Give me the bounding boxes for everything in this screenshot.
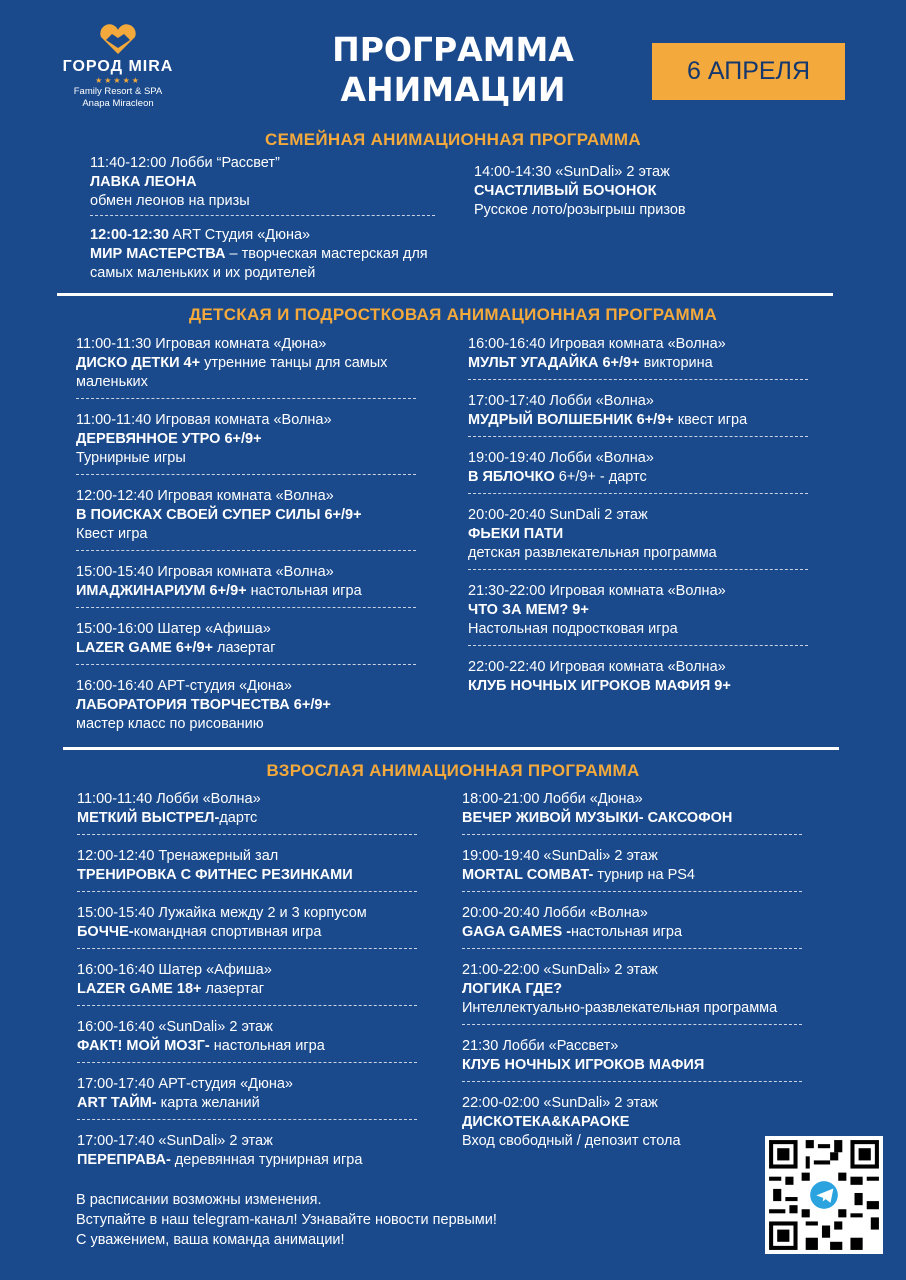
event-description-inline: дартс: [219, 810, 258, 826]
event-time: 21:00-22:00 «SunDali» 2 этаж: [462, 962, 658, 978]
dashed-divider: [468, 436, 808, 437]
list-item: [77, 847, 417, 885]
dashed-divider: [468, 645, 808, 646]
event-description: мастер класс по рисованию: [76, 716, 264, 732]
event-time: 12:00-12:40 Тренажерный зал: [77, 848, 279, 864]
list-item: [468, 658, 808, 696]
list-item: [76, 335, 416, 392]
event-name: ЛАБОРАТОРИЯ ТВОРЧЕСТВА 6+/9+: [76, 697, 331, 713]
list-item: [76, 563, 416, 601]
qr-code-icon: [765, 1136, 883, 1254]
list-item: [76, 487, 416, 544]
event-name: МЕТКИЙ ВЫСТРЕЛ-: [77, 810, 220, 826]
heart-logo-icon: [98, 24, 138, 56]
event-name: ФЬЕКИ ПАТИ: [468, 526, 564, 542]
event-description-inline: настольная игра: [571, 924, 683, 940]
dashed-divider: [90, 215, 435, 216]
list-item: [77, 961, 417, 999]
event-time: 17:00-17:40 «SunDali» 2 этаж: [77, 1133, 273, 1149]
list-item: [76, 620, 416, 658]
event-description-inline: утренние танцы для самых маленьких: [76, 355, 388, 390]
event-description-inline: настольная игра: [209, 1038, 325, 1054]
dashed-divider: [76, 664, 416, 665]
event-time: 15:00-16:00 Шатер «Афиша»: [76, 621, 271, 637]
event-name: КЛУБ НОЧНЫХ ИГРОКОВ МАФИЯ 9+: [468, 678, 731, 694]
family-section-title: СЕМЕЙНАЯ АНИМАЦИОННАЯ ПРОГРАММА: [265, 130, 641, 149]
event-description-inline: лазертаг: [201, 981, 265, 997]
event-name: КЛУБ НОЧНЫХ ИГРОКОВ МАФИЯ: [462, 1057, 705, 1073]
event-name: МУДРЫЙ ВОЛШЕБНИК 6+/9+: [468, 412, 674, 428]
list-item: [468, 506, 808, 563]
resort-logo: [50, 24, 186, 110]
dashed-divider: [76, 398, 416, 399]
event-time: 11:00-11:40 Лобби «Волна»: [77, 791, 261, 807]
kids-right-column: [468, 335, 808, 696]
event-time: 16:00-16:40 Шатер «Афиша»: [77, 962, 272, 978]
list-item: [474, 163, 804, 220]
footer-note: [76, 1190, 497, 1250]
event-time: 17:00-17:40 АРТ-студия «Дюна»: [77, 1076, 293, 1092]
dashed-divider: [77, 834, 417, 835]
event-name: ДИСКОТЕКА&КАРАОКЕ: [462, 1114, 630, 1130]
event-name: LAZER GAME 18+: [77, 981, 202, 997]
adult-left-column: [77, 790, 417, 1170]
list-item: [462, 847, 802, 885]
logo-stars: ★★★★★: [95, 76, 141, 85]
event-name: ЛОГИКА ГДЕ?: [462, 981, 563, 997]
event-description-inline: квест игра: [673, 412, 748, 428]
footer-line-2: Вступайте в наш telegram-канал! Узнавайте новости первыми!: [76, 1212, 497, 1228]
event-description-inline: карта желаний: [156, 1095, 260, 1111]
page-title: [300, 30, 606, 110]
event-name: В ЯБЛОЧКО: [468, 469, 555, 485]
telegram-qr-code[interactable]: [765, 1136, 883, 1254]
dashed-divider: [77, 1062, 417, 1063]
kids-section-title: ДЕТСКАЯ И ПОДРОСТКОВАЯ АНИМАЦИОННАЯ ПРОГРАММА: [188, 305, 718, 324]
event-name: ПЕРЕПРАВА-: [77, 1152, 171, 1168]
event-description-inline: деревянная турнирная игра: [170, 1152, 363, 1168]
list-item: [77, 904, 417, 942]
event-name: GAGA GAMES -: [462, 924, 572, 940]
family-left-column: [90, 154, 435, 283]
list-item: [77, 1018, 417, 1056]
event-time-bold: 12:00-12:30: [90, 227, 169, 243]
list-item: [462, 1037, 802, 1075]
list-item: [468, 582, 808, 639]
dashed-divider: [76, 474, 416, 475]
title-line-1: ПРОГРАММА: [332, 30, 574, 69]
event-time: 22:00-02:00 «SunDali» 2 этаж: [462, 1095, 658, 1111]
event-time: 15:00-15:40 Лужайка между 2 и 3 корпусом: [77, 905, 367, 921]
event-name: ВЕЧЕР ЖИВОЙ МУЗЫКИ- САКСОФОН: [462, 810, 733, 826]
event-time: 22:00-22:40 Игровая комната «Волна»: [468, 659, 726, 675]
list-item: [77, 1132, 417, 1170]
dashed-divider: [76, 607, 416, 608]
list-item: [76, 677, 416, 734]
event-name: ФАКТ! МОЙ МОЗГ-: [77, 1038, 210, 1054]
section-divider: [57, 293, 833, 296]
event-description-inline: турнир на PS4: [593, 867, 695, 883]
event-name: ТРЕНИРОВКА С ФИТНЕС РЕЗИНКАМИ: [77, 867, 353, 883]
event-time: 15:00-15:40 Игровая комната «Волна»: [76, 564, 334, 580]
event-name: В ПОИСКАХ СВОЕЙ СУПЕР СИЛЫ 6+/9+: [76, 507, 362, 523]
logo-brand: ГОРОД MIRA: [62, 58, 174, 75]
event-name: ART ТАЙМ-: [77, 1095, 157, 1111]
event-description: Турнирные игры: [76, 450, 186, 466]
event-time: 11:00-11:30 Игровая комната «Дюна»: [76, 336, 327, 352]
kids-left-column: [76, 335, 416, 734]
event-time: 21:30-22:00 Игровая комната «Волна»: [468, 583, 726, 599]
dashed-divider: [462, 1081, 802, 1082]
event-name: ДЕРЕВЯННОЕ УТРО 6+/9+: [76, 431, 262, 447]
event-description: – творческая мастерская для самых маленьких и их родителей: [90, 246, 428, 281]
dashed-divider: [76, 550, 416, 551]
section-divider: [63, 747, 839, 750]
event-name: МУЛЬТ УГАДАЙКА 6+/9+: [468, 355, 640, 371]
event-description-inline: настольная игра: [246, 583, 362, 599]
event-name: ЛАВКА ЛЕОНА: [90, 174, 197, 190]
dashed-divider: [462, 1024, 802, 1025]
list-item: [462, 790, 802, 828]
event-time: 18:00-21:00 Лобби «Дюна»: [462, 791, 643, 807]
event-time: 20:00-20:40 Лобби «Волна»: [462, 905, 648, 921]
event-name: СЧАСТЛИВЫЙ БОЧОНОК: [474, 183, 657, 199]
list-item: [76, 411, 416, 468]
event-description: Настольная подростковая игра: [468, 621, 678, 637]
event-time: 17:00-17:40 Лобби «Волна»: [468, 393, 654, 409]
dashed-divider: [462, 834, 802, 835]
event-description-inline: викторина: [639, 355, 713, 371]
dashed-divider: [468, 569, 808, 570]
list-item: [462, 1094, 802, 1151]
footer-line-1: В расписании возможны изменения.: [76, 1192, 322, 1208]
event-description: Вход свободный / депозит стола: [462, 1133, 681, 1149]
event-time: 12:00-12:40 Игровая комната «Волна»: [76, 488, 334, 504]
event-time: 19:00-19:40 «SunDali» 2 этаж: [462, 848, 658, 864]
dashed-divider: [77, 948, 417, 949]
event-description-inline: лазертаг: [212, 640, 276, 656]
adult-section-title: ВЗРОСЛАЯ АНИМАЦИОННАЯ ПРОГРАММА: [266, 761, 640, 780]
event-name: LAZER GAME 6+/9+: [76, 640, 213, 656]
dashed-divider: [462, 948, 802, 949]
event-description: детская развлекательная программа: [468, 545, 717, 561]
event-time: 11:40-12:00 Лобби “Рассвет”: [90, 155, 280, 171]
date-badge: 6 АПРЕЛЯ: [652, 43, 845, 100]
dashed-divider: [462, 891, 802, 892]
adult-right-column: [462, 790, 802, 1151]
dashed-divider: [77, 1119, 417, 1120]
event-name: ЧТО ЗА МЕМ? 9+: [468, 602, 589, 618]
list-item: [468, 335, 808, 373]
event-time: 16:00-16:40 Игровая комната «Волна»: [468, 336, 726, 352]
event-name: БОЧЧЕ-: [77, 924, 134, 940]
event-description-inline: командная спортивная игра: [133, 924, 322, 940]
event-time: 11:00-11:40 Игровая комната «Волна»: [76, 412, 332, 428]
event-name: ДИСКО ДЕТКИ 4+: [76, 355, 201, 371]
event-time: 16:00-16:40 АРТ-студия «Дюна»: [76, 678, 292, 694]
event-name: ИМАДЖИНАРИУМ 6+/9+: [76, 583, 247, 599]
list-item: [462, 904, 802, 942]
list-item: [77, 1075, 417, 1113]
event-description: Квест игра: [76, 526, 148, 542]
list-item: [468, 449, 808, 487]
event-name: МИР МАСТЕРСТВА: [90, 246, 226, 262]
event-name: MORTAL COMBAT-: [462, 867, 594, 883]
event-time: 16:00-16:40 «SunDali» 2 этаж: [77, 1019, 273, 1035]
title-line-2: АНИМАЦИИ: [340, 70, 566, 109]
dashed-divider: [77, 1005, 417, 1006]
dashed-divider: [468, 379, 808, 380]
logo-line-1: Family Resort & SPA: [73, 86, 163, 97]
list-item: [77, 790, 417, 828]
event-time: 19:00-19:40 Лобби «Волна»: [468, 450, 654, 466]
event-time: 21:30 Лобби «Рассвет»: [462, 1038, 619, 1054]
event-location: ART Студия «Дюна»: [169, 227, 311, 243]
footer-line-3: С уважением, ваша команда анимации!: [76, 1232, 345, 1248]
list-item: [468, 392, 808, 430]
event-description: Интеллектуально-развлекательная программа: [462, 1000, 778, 1016]
dashed-divider: [77, 891, 417, 892]
family-right-column: [474, 163, 804, 220]
event-time: 20:00-20:40 SunDali 2 этаж: [468, 507, 648, 523]
list-item: [90, 226, 435, 283]
list-item: [90, 154, 435, 211]
event-description: Русское лото/розыгрыш призов: [474, 202, 686, 218]
dashed-divider: [468, 493, 808, 494]
event-description-inline: 6+/9+ - дартс: [554, 469, 647, 485]
list-item: [462, 961, 802, 1018]
event-description: обмен леонов на призы: [90, 193, 250, 209]
event-time: 14:00-14:30 «SunDali» 2 этаж: [474, 164, 670, 180]
logo-line-2: Anapa Miracleon: [82, 98, 154, 109]
